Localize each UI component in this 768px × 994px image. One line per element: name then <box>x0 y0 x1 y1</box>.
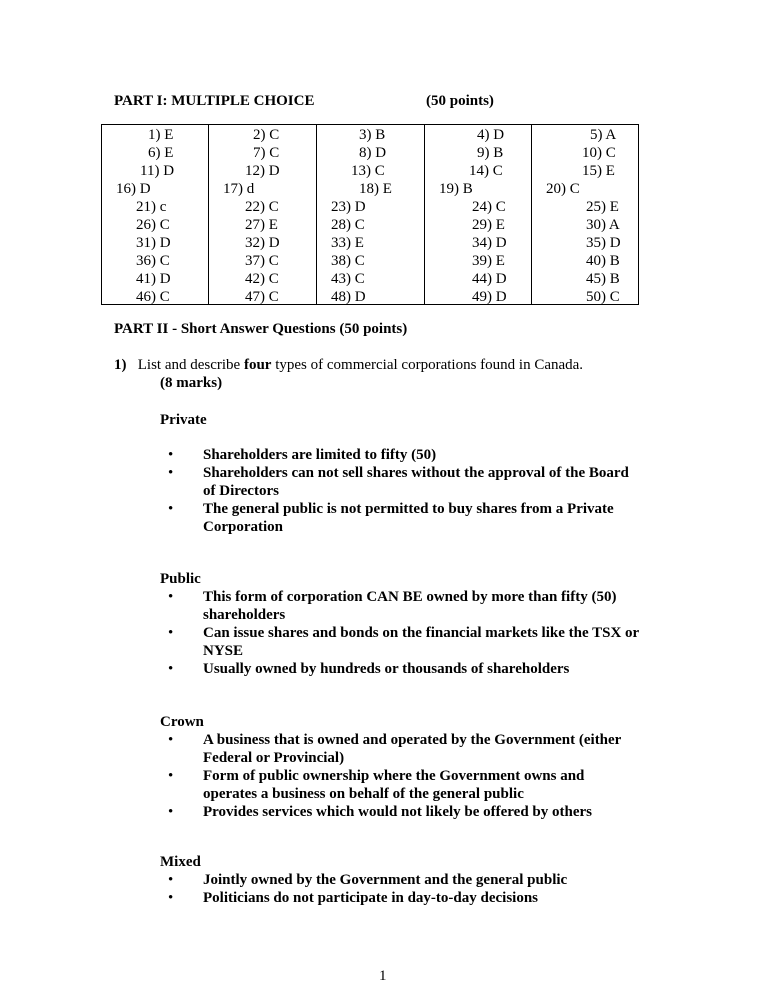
answer-cell: 25) E <box>586 199 619 215</box>
section-title-mixed: Mixed <box>160 854 201 870</box>
answer-cell: 7) C <box>253 145 280 161</box>
crown-bullet-list <box>160 731 640 821</box>
section-title-private: Private <box>160 412 207 428</box>
bullet-item: • The general public is not permitted to buy shares from a Private Corporation <box>160 500 640 536</box>
page-number: 1 <box>379 968 387 984</box>
answer-cell: 15) E <box>582 163 615 179</box>
answer-cell: 11) D <box>140 163 175 179</box>
answer-cell: 9) B <box>477 145 504 161</box>
bullet-item: • A business that is owned and operated by the Government (either Federal or Provincial) <box>160 731 640 767</box>
answer-column-1 <box>102 125 209 305</box>
answer-cell: 13) C <box>351 163 385 179</box>
multiple-choice-answer-table <box>101 124 639 305</box>
question-number: 1) <box>114 357 127 373</box>
answer-cell: 36) C <box>136 253 170 269</box>
private-bullet-list <box>160 446 640 536</box>
answer-cell: 10) C <box>582 145 616 161</box>
bullet-item: • Usually owned by hundreds or thousands of shareholders <box>160 660 640 678</box>
bullet-item: • Provides services which would not likely be offered by others <box>160 803 640 821</box>
answer-cell: 47) C <box>245 289 279 305</box>
section-title-public: Public <box>160 571 201 587</box>
answer-cell: 16) D <box>116 181 151 197</box>
answer-cell: 1) E <box>148 127 174 143</box>
answer-cell: 31) D <box>136 235 171 251</box>
question-text-emphasis: four <box>243 357 272 373</box>
answer-cell: 35) D <box>586 235 621 251</box>
answer-cell: 29) E <box>472 217 505 233</box>
bullet-item: • This form of corporation CAN BE owned by more than fifty (50) shareholders <box>160 588 640 624</box>
answer-cell: 23) D <box>331 199 366 215</box>
answer-column-2 <box>209 125 317 305</box>
answer-cell: 50) C <box>586 289 620 305</box>
answer-cell: 33) E <box>331 235 364 251</box>
answer-cell: 14) C <box>469 163 503 179</box>
answer-cell: 27) E <box>245 217 278 233</box>
answer-cell: 17) d <box>223 181 255 197</box>
question-text-before: List and describe <box>137 357 244 373</box>
answer-cell: 28) C <box>331 217 365 233</box>
answer-cell: 39) E <box>472 253 505 269</box>
answer-cell: 42) C <box>245 271 279 287</box>
answer-cell: 4) D <box>477 127 505 143</box>
part1-title: PART I: MULTIPLE CHOICE <box>114 93 315 109</box>
answer-cell: 44) D <box>472 271 507 287</box>
question-text-after: types of commercial corporations found in Canada. <box>271 357 584 373</box>
answer-cell: 26) C <box>136 217 170 233</box>
answer-cell: 19) B <box>439 181 473 197</box>
answer-cell: 8) D <box>359 145 387 161</box>
answer-cell: 46) C <box>136 289 170 305</box>
answer-cell: 2) C <box>253 127 280 143</box>
answer-cell: 21) c <box>136 199 167 215</box>
bullet-item: • Politicians do not participate in day-to-day decisions <box>160 889 640 907</box>
bullet-item: • Can issue shares and bonds on the financial markets like the TSX or NYSE <box>160 624 640 660</box>
mixed-bullet-list <box>160 871 640 907</box>
answer-cell: 24) C <box>472 199 506 215</box>
answer-cell: 30) A <box>586 217 620 233</box>
answer-cell: 38) C <box>331 253 365 269</box>
answer-cell: 45) B <box>586 271 620 287</box>
answer-cell: 48) D <box>331 289 366 305</box>
answer-cell: 32) D <box>245 235 280 251</box>
answer-cell: 34) D <box>472 235 507 251</box>
bullet-item: • Shareholders can not sell shares without the approval of the Board of Directors <box>160 464 640 500</box>
bullet-item: • Shareholders are limited to fifty (50) <box>160 446 640 464</box>
question-1 <box>114 356 714 374</box>
answer-cell: 49) D <box>472 289 507 305</box>
part1-points: (50 points) <box>426 93 494 109</box>
bullet-item: • Jointly owned by the Government and the general public <box>160 871 640 889</box>
answer-cell: 20) C <box>546 181 580 197</box>
answer-cell: 37) C <box>245 253 279 269</box>
public-bullet-list <box>160 588 640 678</box>
question-marks: (8 marks) <box>160 375 223 391</box>
answer-column-3 <box>317 125 425 305</box>
section-title-crown: Crown <box>160 714 204 730</box>
answer-cell: 6) E <box>148 145 174 161</box>
answer-cell: 5) A <box>590 127 617 143</box>
answer-cell: 12) D <box>245 163 280 179</box>
answer-cell: 22) C <box>245 199 279 215</box>
answer-cell: 18) E <box>359 181 392 197</box>
part2-title: PART II - Short Answer Questions (50 points) <box>114 321 408 337</box>
answer-cell: 3) B <box>359 127 386 143</box>
answer-column-5 <box>532 125 639 305</box>
answer-cell: 41) D <box>136 271 171 287</box>
bullet-item: • Form of public ownership where the Government owns and operates a business on behalf of the general public <box>160 767 640 803</box>
answer-column-4 <box>425 125 532 305</box>
answer-cell: 43) C <box>331 271 365 287</box>
answer-cell: 40) B <box>586 253 620 269</box>
